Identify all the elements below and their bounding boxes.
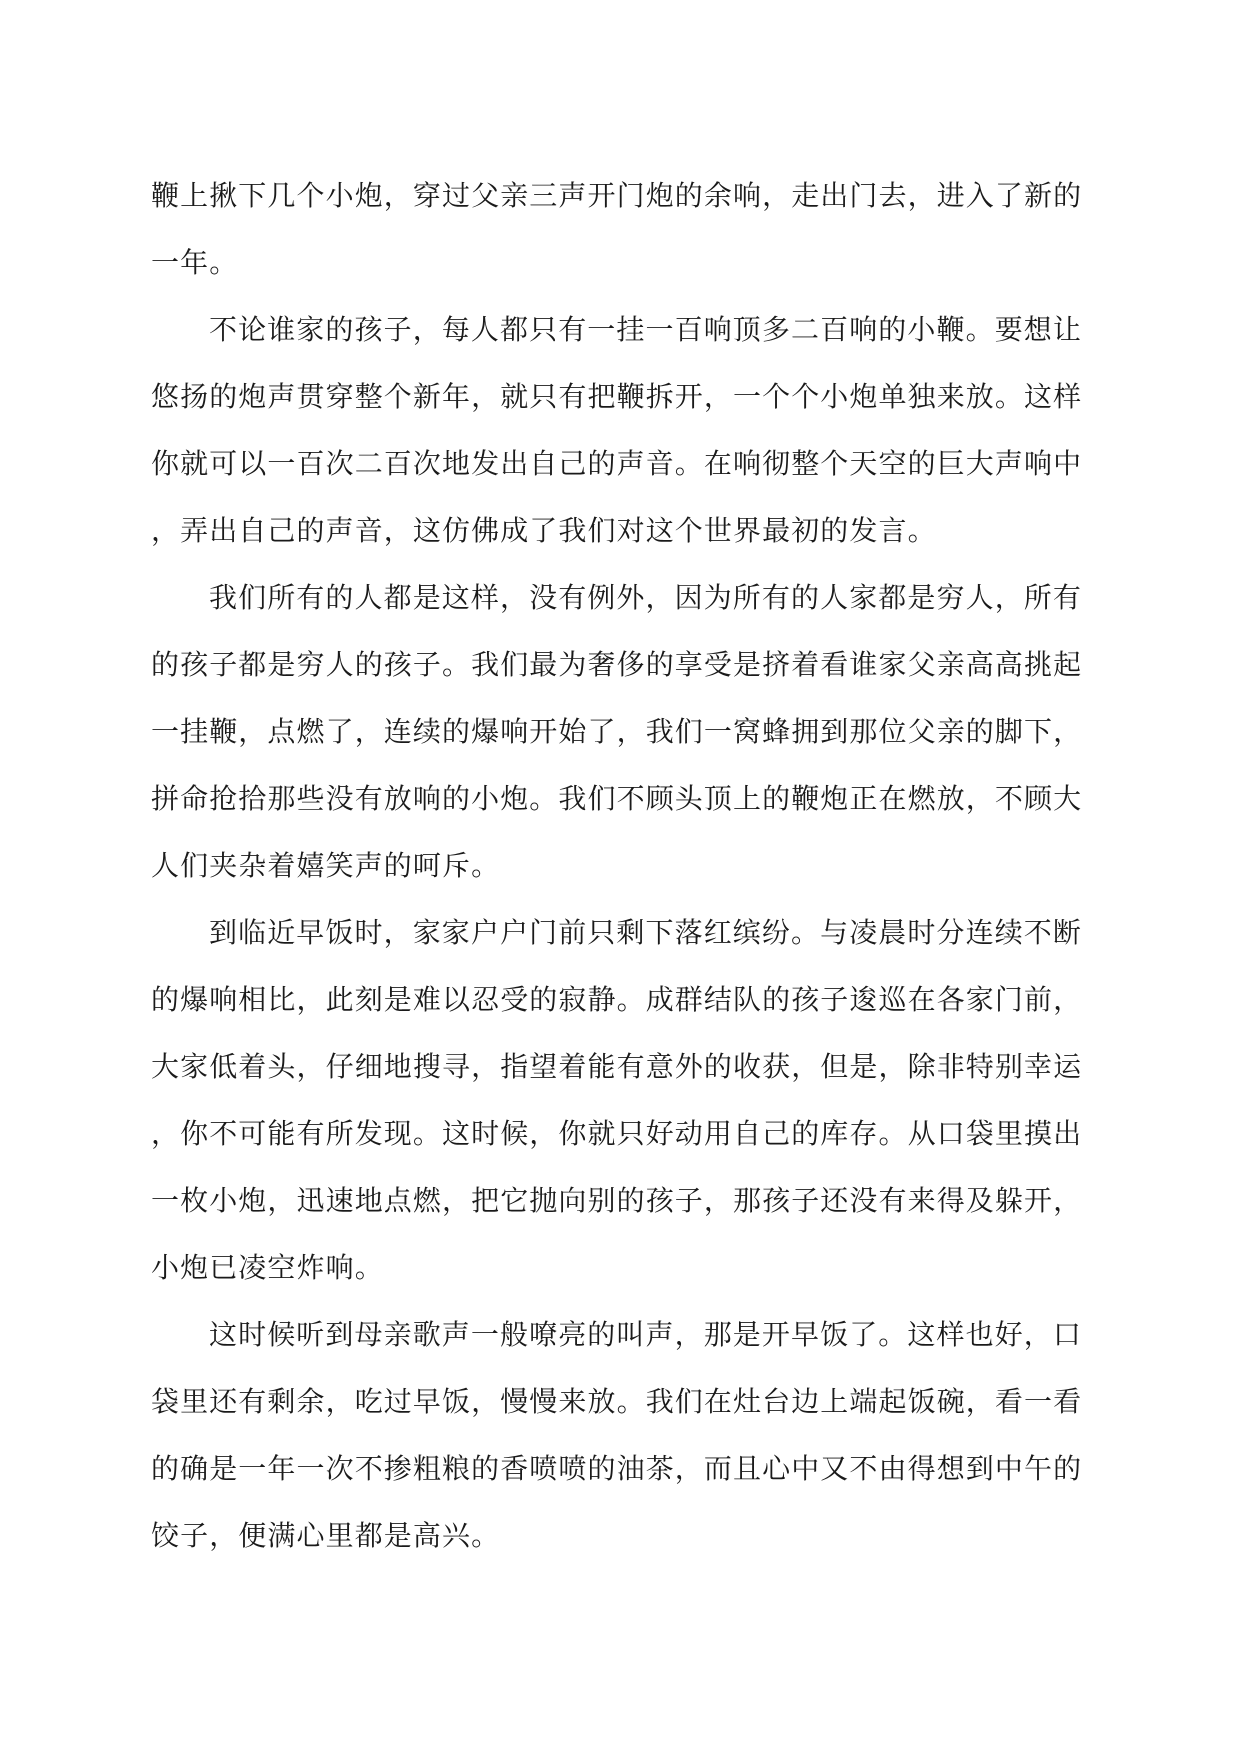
text-line: 我们所有的人都是这样，没有例外，因为所有的人家都是穷人，所有 xyxy=(209,581,1083,614)
text-line: 大家低着头，仔细地搜寻，指望着能有意外的收获，但是，除非特别幸运 xyxy=(151,1050,1083,1083)
text-line: 的孩子都是穷人的孩子。我们最为奢侈的享受是挤着看谁家父亲高高挑起 xyxy=(151,648,1083,681)
paragraph-1 xyxy=(151,162,1091,296)
text-line: 袋里还有剩余，吃过早饭，慢慢来放。我们在灶台边上端起饭碗，看一看 xyxy=(151,1385,1083,1418)
text-line: 的爆响相比，此刻是难以忍受的寂静。成群结队的孩子逡巡在各家门前， xyxy=(151,983,1083,1016)
paragraph-5 xyxy=(151,1301,1091,1569)
text-line: ，你不可能有所发现。这时候，你就只好动用自己的库存。从口袋里摸出 xyxy=(151,1117,1083,1150)
paragraph-2 xyxy=(151,296,1091,564)
text-line: 一年。 xyxy=(151,246,239,279)
text-line: 这时候听到母亲歌声一般嘹亮的叫声，那是开早饭了。这样也好，口 xyxy=(209,1318,1083,1351)
text-line: 你就可以一百次二百次地发出自己的声音。在响彻整个天空的巨大声响中 xyxy=(151,447,1083,480)
text-line: 人们夹杂着嬉笑声的呵斥。 xyxy=(151,849,501,882)
text-line: 饺子，便满心里都是高兴。 xyxy=(151,1519,501,1552)
text-line: 到临近早饭时，家家户户门前只剩下落红缤纷。与凌晨时分连续不断 xyxy=(209,916,1083,949)
text-line: 鞭上揪下几个小炮，穿过父亲三声开门炮的余响，走出门去，进入了新的 xyxy=(151,179,1083,212)
document-body xyxy=(151,162,1091,1569)
text-line: 不论谁家的孩子，每人都只有一挂一百响顶多二百响的小鞭。要想让 xyxy=(209,313,1083,346)
paragraph-3 xyxy=(151,564,1091,899)
text-line: ，弄出自己的声音，这仿佛成了我们对这个世界最初的发言。 xyxy=(151,514,937,547)
text-line: 一挂鞭，点燃了，连续的爆响开始了，我们一窝蜂拥到那位父亲的脚下， xyxy=(151,715,1083,748)
text-line: 小炮已凌空炸响。 xyxy=(151,1251,384,1284)
text-line: 的确是一年一次不掺粗粮的香喷喷的油茶，而且心中又不由得想到中午的 xyxy=(151,1452,1083,1485)
text-line: 拼命抢拾那些没有放响的小炮。我们不顾头顶上的鞭炮正在燃放，不顾大 xyxy=(151,782,1083,815)
text-line: 悠扬的炮声贯穿整个新年，就只有把鞭拆开，一个个小炮单独来放。这样 xyxy=(151,380,1083,413)
paragraph-4 xyxy=(151,899,1091,1301)
text-line: 一枚小炮，迅速地点燃，把它抛向别的孩子，那孩子还没有来得及躲开， xyxy=(151,1184,1083,1217)
